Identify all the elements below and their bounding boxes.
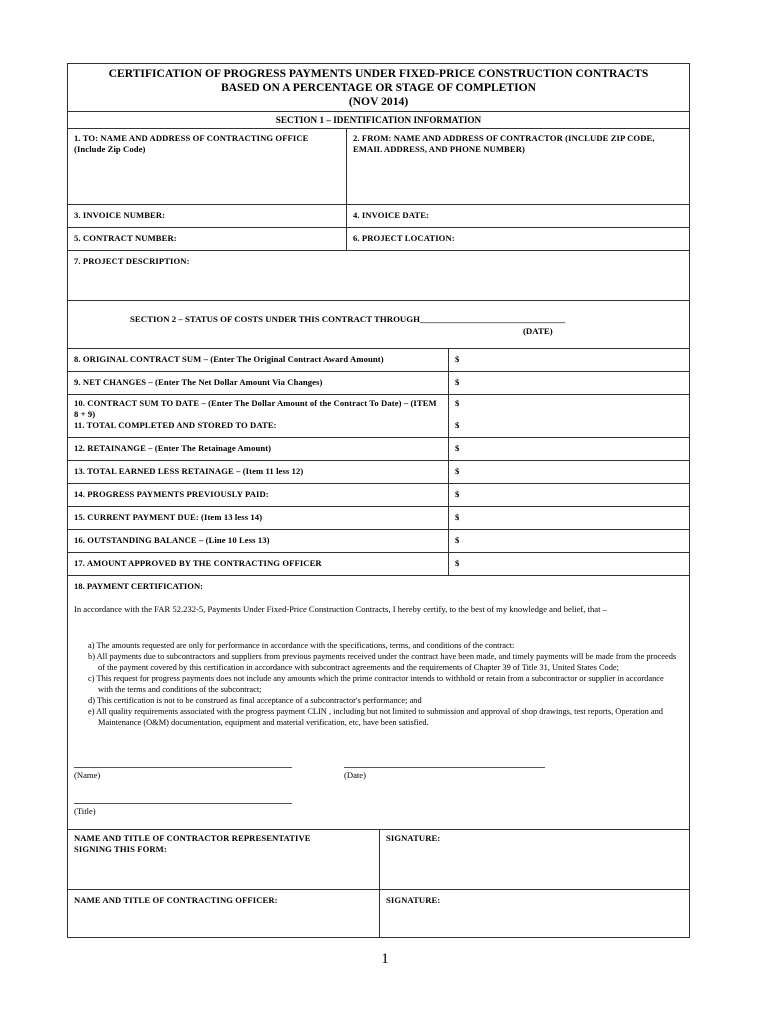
through-date-blank[interactable]: _________________________________ — [419, 314, 566, 324]
section1-heading: SECTION 1 – IDENTIFICATION INFORMATION — [68, 112, 689, 129]
item-previously-paid: 14. PROGRESS PAYMENTS PREVIOUSLY PAID: — [74, 489, 269, 499]
contract-number-field[interactable]: 5. CONTRACT NUMBER: — [74, 233, 177, 243]
to-address-field[interactable]: 1. TO: NAME AND ADDRESS OF CONTRACTING OFFICE (Include Zip Code) — [74, 133, 309, 154]
item-row — [68, 349, 689, 372]
project-description-row — [68, 251, 689, 301]
item-outstanding-balance: 16. OUTSTANDING BALANCE – (Line 10 Less 13) — [74, 535, 270, 545]
invoice-row — [68, 205, 689, 228]
item-contract-sum-to-date: 10. CONTRACT SUM TO DATE – (Enter The Dollar Amount of the Contract To Date) – (ITEM 8 + 9) — [74, 398, 437, 419]
address-row — [68, 129, 689, 205]
item-total-completed: 11. TOTAL COMPLETED AND STORED TO DATE: — [74, 420, 277, 430]
form-title-line2: BASED ON A PERCENTAGE OR STAGE OF COMPLETION — [220, 81, 537, 94]
form-title-block — [68, 64, 689, 112]
section2-heading-text: SECTION 2 – STATUS OF COSTS UNDER THIS CONTRACT THROUGH — [130, 314, 420, 324]
item-row — [68, 395, 689, 418]
amount-field-8[interactable]: $ — [448, 349, 689, 371]
item-row — [68, 507, 689, 530]
item-original-contract-sum: 8. ORIGINAL CONTRACT SUM – (Enter The Original Contract Award Amount) — [74, 354, 384, 364]
certification-intro: In accordance with the FAR 52.232-5, Payments Under Fixed-Price Construction Contracts, I hereby certify, to the best of my knowledge and belief, that – — [74, 604, 607, 614]
date-line[interactable] — [344, 767, 545, 768]
contracting-officer-field[interactable]: NAME AND TITLE OF CONTRACTING OFFICER: — [74, 895, 278, 905]
payment-certification-block — [68, 576, 689, 830]
certification-list — [88, 640, 678, 728]
amount-field-13[interactable]: $ — [448, 461, 689, 483]
list-item: b) All payments due to subcontractors and suppliers from previous payments received under the contract have been made, and timely payments will be made from the proceeds of the payment covered by this certification in accordance with subcontract agreements and the requirements of Chapter 39 of Title 31, United States Code; — [88, 652, 677, 672]
invoice-number-field[interactable]: 3. INVOICE NUMBER: — [74, 210, 166, 220]
item-total-earned: 13. TOTAL EARNED LESS RETAINAGE – (Item 11 less 12) — [74, 466, 304, 476]
officer-signature-field[interactable]: SIGNATURE: — [379, 890, 689, 937]
item-row — [68, 461, 689, 484]
amount-field-12[interactable]: $ — [448, 438, 689, 460]
item-row — [68, 438, 689, 461]
item-current-payment-due: 15. CURRENT PAYMENT DUE: (Item 13 less 14) — [74, 512, 263, 522]
list-item: e) All quality requirements associated with the progress payment CLIN , including but not limited to submission and approval of shop drawings, test reports, Operation and Maintenance (O&M) documentation, equipment and material verification, etc, have been satisfied. — [88, 707, 663, 727]
list-item: d) This certification is not to be construed as final acceptance of a subcontractor's performance; and — [88, 696, 422, 705]
amount-field-15[interactable]: $ — [448, 507, 689, 529]
item-row — [68, 372, 689, 395]
amount-field-14[interactable]: $ — [448, 484, 689, 506]
item-amount-approved: 17. AMOUNT APPROVED BY THE CONTRACTING OFFICER — [74, 558, 322, 568]
title-line[interactable] — [74, 803, 292, 804]
contractor-signature-field[interactable]: SIGNATURE: — [379, 830, 689, 889]
list-item: a) The amounts requested are only for performance in accordance with the specifications, terms, and conditions of the contract: — [88, 641, 515, 650]
item-retainage: 12. RETAINANGE – (Enter The Retainage Amount) — [74, 443, 272, 453]
section2-heading — [130, 314, 565, 324]
section2-heading-block — [68, 301, 689, 349]
form-title-line1: CERTIFICATION OF PROGRESS PAYMENTS UNDER FIXED-PRICE CONSTRUCTION CONTRACTS — [108, 67, 649, 80]
project-description-field[interactable]: 7. PROJECT DESCRIPTION: — [74, 256, 190, 266]
amount-field-11[interactable]: $ — [448, 418, 689, 437]
amount-field-17[interactable]: $ — [448, 553, 689, 575]
certification-form — [67, 63, 690, 938]
item-row — [68, 418, 689, 438]
amount-field-16[interactable]: $ — [448, 530, 689, 552]
form-date-revision: (NOV 2014) — [348, 95, 409, 108]
officer-signature-row — [68, 890, 689, 937]
from-address-field[interactable]: 2. FROM: NAME AND ADDRESS OF CONTRACTOR (INCLUDE ZIP CODE, EMAIL ADDRESS, AND PHONE NUMBER) — [346, 129, 689, 204]
item-net-changes: 9. NET CHANGES – (Enter The Net Dollar Amount Via Changes) — [74, 377, 323, 387]
date-label: (Date) — [344, 770, 366, 780]
contractor-signature-row — [68, 830, 689, 890]
contractor-representative-field[interactable]: NAME AND TITLE OF CONTRACTOR REPRESENTATIVE SIGNING THIS FORM: — [74, 833, 311, 854]
amount-field-10[interactable]: $ — [448, 395, 689, 418]
amount-field-9[interactable]: $ — [448, 372, 689, 394]
invoice-date-field[interactable]: 4. INVOICE DATE: — [346, 205, 689, 227]
name-label: (Name) — [74, 770, 101, 780]
name-line[interactable] — [74, 767, 292, 768]
page-number: 1 — [381, 951, 389, 967]
certification-heading: 18. PAYMENT CERTIFICATION: — [74, 581, 204, 591]
title-label: (Title) — [74, 806, 96, 816]
project-location-field[interactable]: 6. PROJECT LOCATION: — [346, 228, 689, 250]
item-row — [68, 553, 689, 576]
item-row — [68, 530, 689, 553]
through-date-label: (DATE) — [523, 326, 553, 336]
contract-row — [68, 228, 689, 251]
item-row — [68, 484, 689, 507]
list-item: c) This request for progress payments does not include any amounts which the prime contractor intends to withhold or retain from a subcontractor or supplier in accordance with the terms and conditions of the subcontract; — [88, 674, 664, 694]
